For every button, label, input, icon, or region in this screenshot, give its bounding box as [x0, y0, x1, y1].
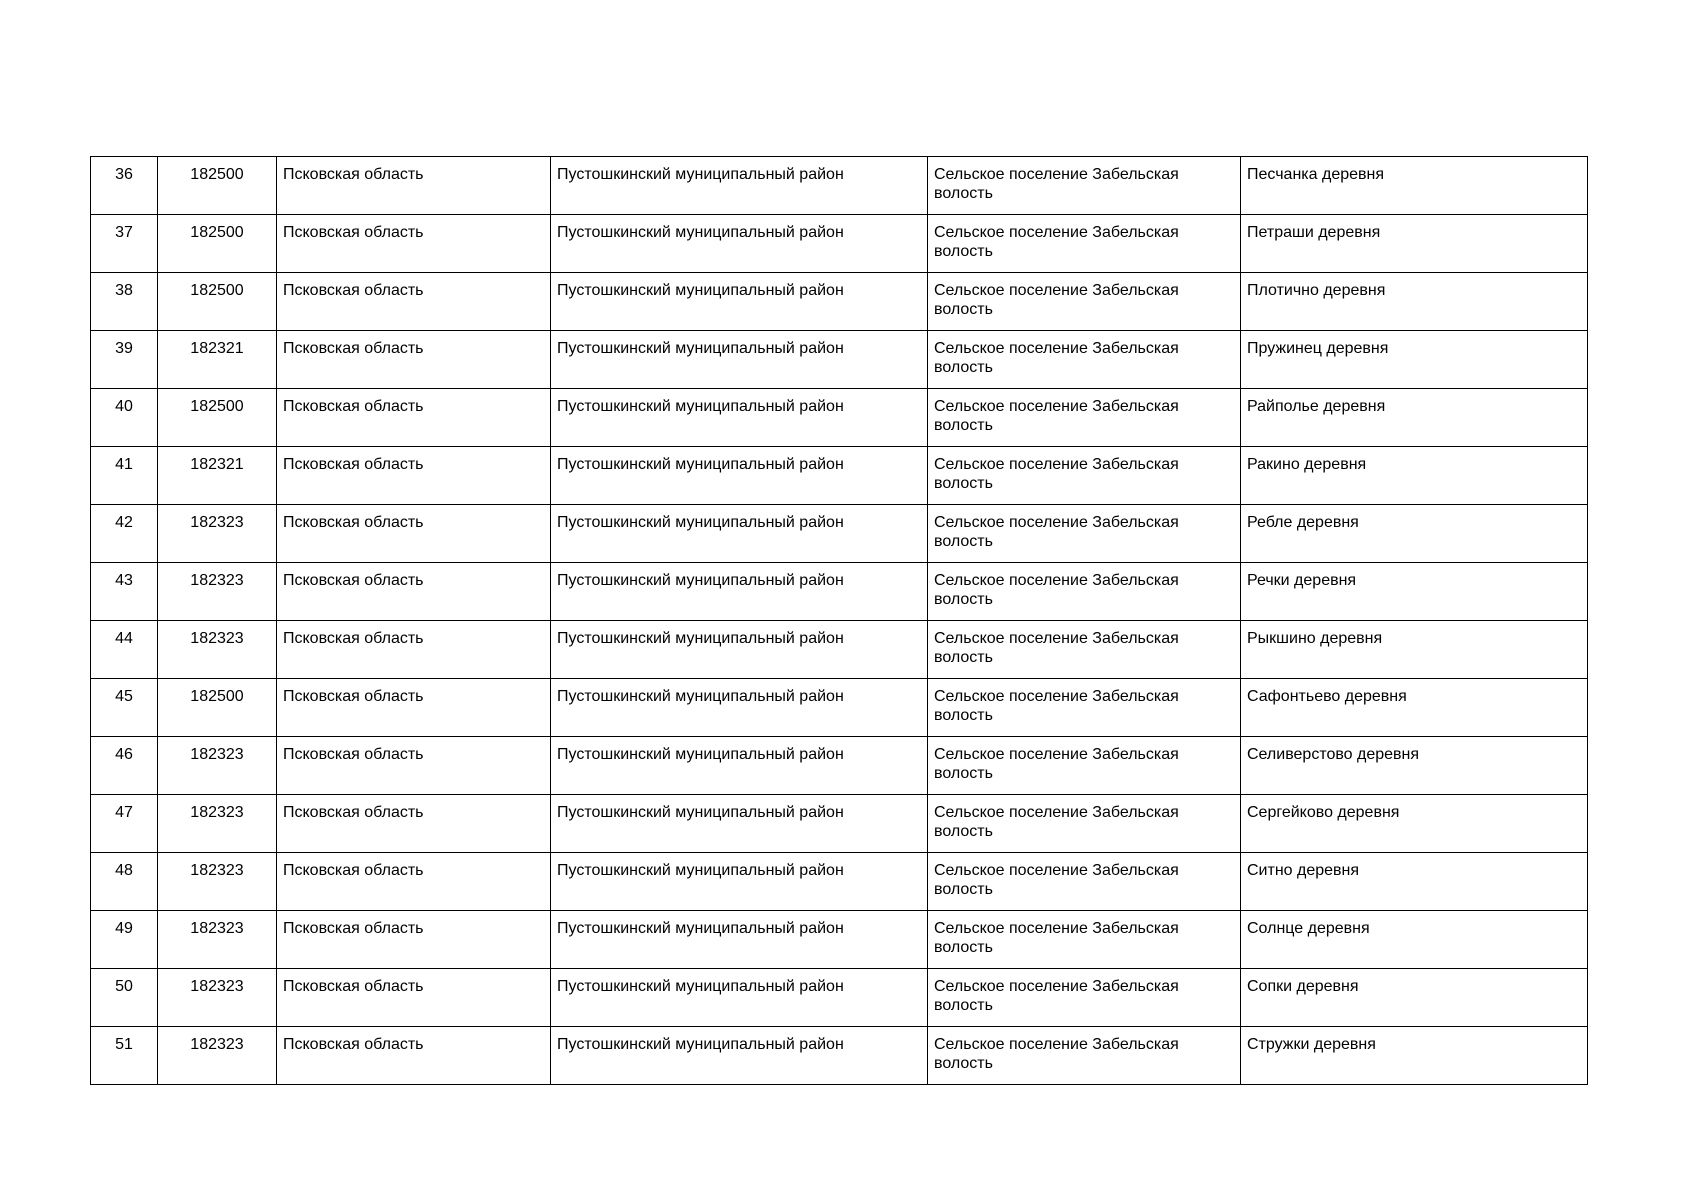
region-cell: Псковская область [277, 331, 551, 389]
row-number-cell: 46 [91, 737, 158, 795]
region-cell: Псковская область [277, 679, 551, 737]
settlement-cell: Сельское поселение Забельская волость [928, 911, 1241, 969]
locality-cell: Райполье деревня [1241, 389, 1588, 447]
settlement-cell: Сельское поселение Забельская волость [928, 853, 1241, 911]
row-number-cell: 42 [91, 505, 158, 563]
settlement-cell: Сельское поселение Забельская волость [928, 273, 1241, 331]
row-number-cell: 40 [91, 389, 158, 447]
locality-cell: Сафонтьево деревня [1241, 679, 1588, 737]
postal-index-cell: 182321 [158, 447, 277, 505]
locality-cell: Селиверстово деревня [1241, 737, 1588, 795]
district-cell: Пустошкинский муниципальный район [551, 273, 928, 331]
row-number-cell: 47 [91, 795, 158, 853]
settlement-cell: Сельское поселение Забельская волость [928, 621, 1241, 679]
locality-cell: Речки деревня [1241, 563, 1588, 621]
postal-index-cell: 182323 [158, 621, 277, 679]
district-cell: Пустошкинский муниципальный район [551, 447, 928, 505]
district-cell: Пустошкинский муниципальный район [551, 911, 928, 969]
row-number-cell: 45 [91, 679, 158, 737]
locality-cell: Ракино деревня [1241, 447, 1588, 505]
postal-index-cell: 182500 [158, 679, 277, 737]
settlement-cell: Сельское поселение Забельская волость [928, 563, 1241, 621]
region-cell: Псковская область [277, 969, 551, 1027]
table-row [91, 679, 1588, 737]
postal-index-cell: 182500 [158, 215, 277, 273]
region-cell: Псковская область [277, 911, 551, 969]
row-number-cell: 44 [91, 621, 158, 679]
row-number-cell: 39 [91, 331, 158, 389]
postal-index-cell: 182321 [158, 331, 277, 389]
settlement-cell: Сельское поселение Забельская волость [928, 215, 1241, 273]
region-cell: Псковская область [277, 563, 551, 621]
table-row [91, 911, 1588, 969]
settlement-cell: Сельское поселение Забельская волость [928, 679, 1241, 737]
district-cell: Пустошкинский муниципальный район [551, 215, 928, 273]
table-row [91, 737, 1588, 795]
postal-index-cell: 182500 [158, 157, 277, 215]
locality-cell: Петраши деревня [1241, 215, 1588, 273]
locality-cell: Ситно деревня [1241, 853, 1588, 911]
locality-cell: Пружинец деревня [1241, 331, 1588, 389]
district-cell: Пустошкинский муниципальный район [551, 505, 928, 563]
locality-cell: Сергейково деревня [1241, 795, 1588, 853]
locality-cell: Рыкшино деревня [1241, 621, 1588, 679]
district-cell: Пустошкинский муниципальный район [551, 389, 928, 447]
row-number-cell: 43 [91, 563, 158, 621]
table-row [91, 389, 1588, 447]
region-cell: Псковская область [277, 795, 551, 853]
postal-index-cell: 182500 [158, 389, 277, 447]
table-row [91, 563, 1588, 621]
region-cell: Псковская область [277, 505, 551, 563]
postal-index-cell: 182323 [158, 911, 277, 969]
settlement-cell: Сельское поселение Забельская волость [928, 157, 1241, 215]
postal-index-cell: 182500 [158, 273, 277, 331]
district-cell: Пустошкинский муниципальный район [551, 157, 928, 215]
region-cell: Псковская область [277, 853, 551, 911]
table-row [91, 215, 1588, 273]
row-number-cell: 41 [91, 447, 158, 505]
table-row [91, 969, 1588, 1027]
settlement-cell: Сельское поселение Забельская волость [928, 389, 1241, 447]
row-number-cell: 49 [91, 911, 158, 969]
locality-cell: Плотично деревня [1241, 273, 1588, 331]
locality-cell: Песчанка деревня [1241, 157, 1588, 215]
row-number-cell: 50 [91, 969, 158, 1027]
locality-cell: Солнце деревня [1241, 911, 1588, 969]
district-cell: Пустошкинский муниципальный район [551, 795, 928, 853]
table-body [91, 157, 1588, 1085]
region-cell: Псковская область [277, 389, 551, 447]
district-cell: Пустошкинский муниципальный район [551, 969, 928, 1027]
locality-cell: Стружки деревня [1241, 1027, 1588, 1085]
locality-cell: Ребле деревня [1241, 505, 1588, 563]
postal-index-cell: 182323 [158, 563, 277, 621]
settlement-cell: Сельское поселение Забельская волость [928, 505, 1241, 563]
district-cell: Пустошкинский муниципальный район [551, 563, 928, 621]
district-cell: Пустошкинский муниципальный район [551, 1027, 928, 1085]
settlement-cell: Сельское поселение Забельская волость [928, 795, 1241, 853]
region-cell: Псковская область [277, 157, 551, 215]
district-cell: Пустошкинский муниципальный район [551, 737, 928, 795]
row-number-cell: 37 [91, 215, 158, 273]
locality-cell: Сопки деревня [1241, 969, 1588, 1027]
region-cell: Псковская область [277, 737, 551, 795]
table-row [91, 505, 1588, 563]
table-row [91, 331, 1588, 389]
postal-index-cell: 182323 [158, 737, 277, 795]
postal-index-cell: 182323 [158, 505, 277, 563]
region-cell: Псковская область [277, 621, 551, 679]
region-cell: Псковская область [277, 215, 551, 273]
row-number-cell: 38 [91, 273, 158, 331]
row-number-cell: 48 [91, 853, 158, 911]
table-row [91, 157, 1588, 215]
row-number-cell: 51 [91, 1027, 158, 1085]
postal-index-cell: 182323 [158, 969, 277, 1027]
region-cell: Псковская область [277, 273, 551, 331]
table-row [91, 447, 1588, 505]
settlement-cell: Сельское поселение Забельская волость [928, 737, 1241, 795]
postal-index-cell: 182323 [158, 853, 277, 911]
region-cell: Псковская область [277, 447, 551, 505]
district-cell: Пустошкинский муниципальный район [551, 679, 928, 737]
settlements-table [90, 156, 1588, 1085]
table-row [91, 1027, 1588, 1085]
postal-index-cell: 182323 [158, 1027, 277, 1085]
settlement-cell: Сельское поселение Забельская волость [928, 1027, 1241, 1085]
table-row [91, 853, 1588, 911]
table-row [91, 273, 1588, 331]
postal-index-cell: 182323 [158, 795, 277, 853]
table-row [91, 795, 1588, 853]
district-cell: Пустошкинский муниципальный район [551, 621, 928, 679]
row-number-cell: 36 [91, 157, 158, 215]
table-row [91, 621, 1588, 679]
region-cell: Псковская область [277, 1027, 551, 1085]
district-cell: Пустошкинский муниципальный район [551, 331, 928, 389]
settlement-cell: Сельское поселение Забельская волость [928, 447, 1241, 505]
district-cell: Пустошкинский муниципальный район [551, 853, 928, 911]
settlement-cell: Сельское поселение Забельская волость [928, 969, 1241, 1027]
settlement-cell: Сельское поселение Забельская волость [928, 331, 1241, 389]
